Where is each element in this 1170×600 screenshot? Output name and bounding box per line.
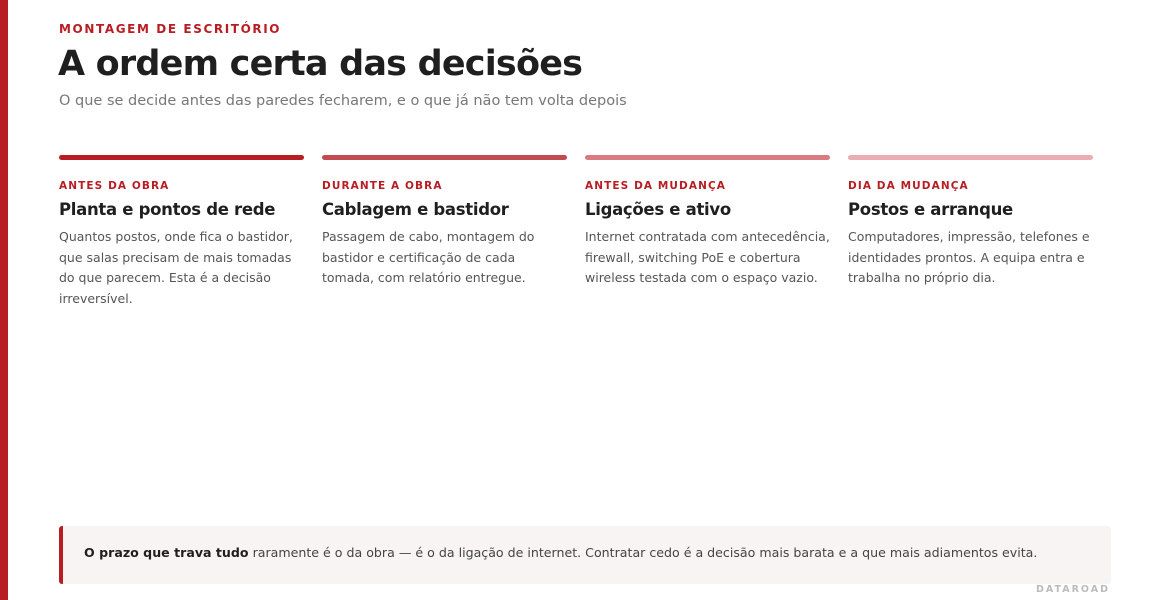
timeline: [59, 155, 1095, 309]
callout-text: raramente é o da obra — é o da ligação de internet. Contratar cedo é a decisão mais barata e a que mais adiamentos evita.: [248, 545, 1038, 560]
page-title: A ordem certa das decisões: [58, 44, 583, 84]
step-before-construction: [59, 155, 304, 309]
step-phase: DURANTE A OBRA: [322, 180, 443, 192]
step-phase: ANTES DA OBRA: [59, 180, 170, 192]
step-before-move: [585, 155, 830, 309]
step-phase: ANTES DA MUDANÇA: [585, 180, 727, 192]
step-text: Quantos postos, onde fica o bastidor, que salas precisam de mais tomadas do que parecem. Esta é a decisão irreversível.: [59, 229, 293, 306]
brand-logo-text: DATAROAD: [1036, 584, 1110, 595]
step-during-construction: [322, 155, 567, 309]
step-title: Planta e pontos de rede: [59, 200, 276, 219]
step-text: Internet contratada com antecedência, firewall, switching PoE e cobertura wireless testada com o espaço vazio.: [585, 229, 830, 285]
callout-note: [59, 526, 1111, 584]
step-phase: DIA DA MUDANÇA: [848, 180, 969, 192]
step-line: [59, 155, 304, 160]
step-title: Cablagem e bastidor: [322, 200, 509, 219]
step-title: Postos e arranque: [848, 200, 1013, 219]
step-line: [585, 155, 830, 160]
accent-bar: [0, 0, 8, 600]
step-text: Computadores, impressão, telefones e identidades prontos. A equipa entra e trabalha no próprio dia.: [848, 229, 1090, 285]
callout-bold: O prazo que trava tudo: [84, 545, 249, 560]
step-text: Passagem de cabo, montagem do bastidor e certificação de cada tomada, com relatório entregue.: [322, 229, 535, 285]
step-line: [848, 155, 1093, 160]
step-title: Ligações e ativo: [585, 200, 731, 219]
page-subtitle: O que se decide antes das paredes fecharem, e o que já não tem volta depois: [59, 93, 627, 109]
step-move-day: [848, 155, 1093, 309]
step-line: [322, 155, 567, 160]
eyebrow: MONTAGEM DE ESCRITÓRIO: [59, 22, 282, 36]
